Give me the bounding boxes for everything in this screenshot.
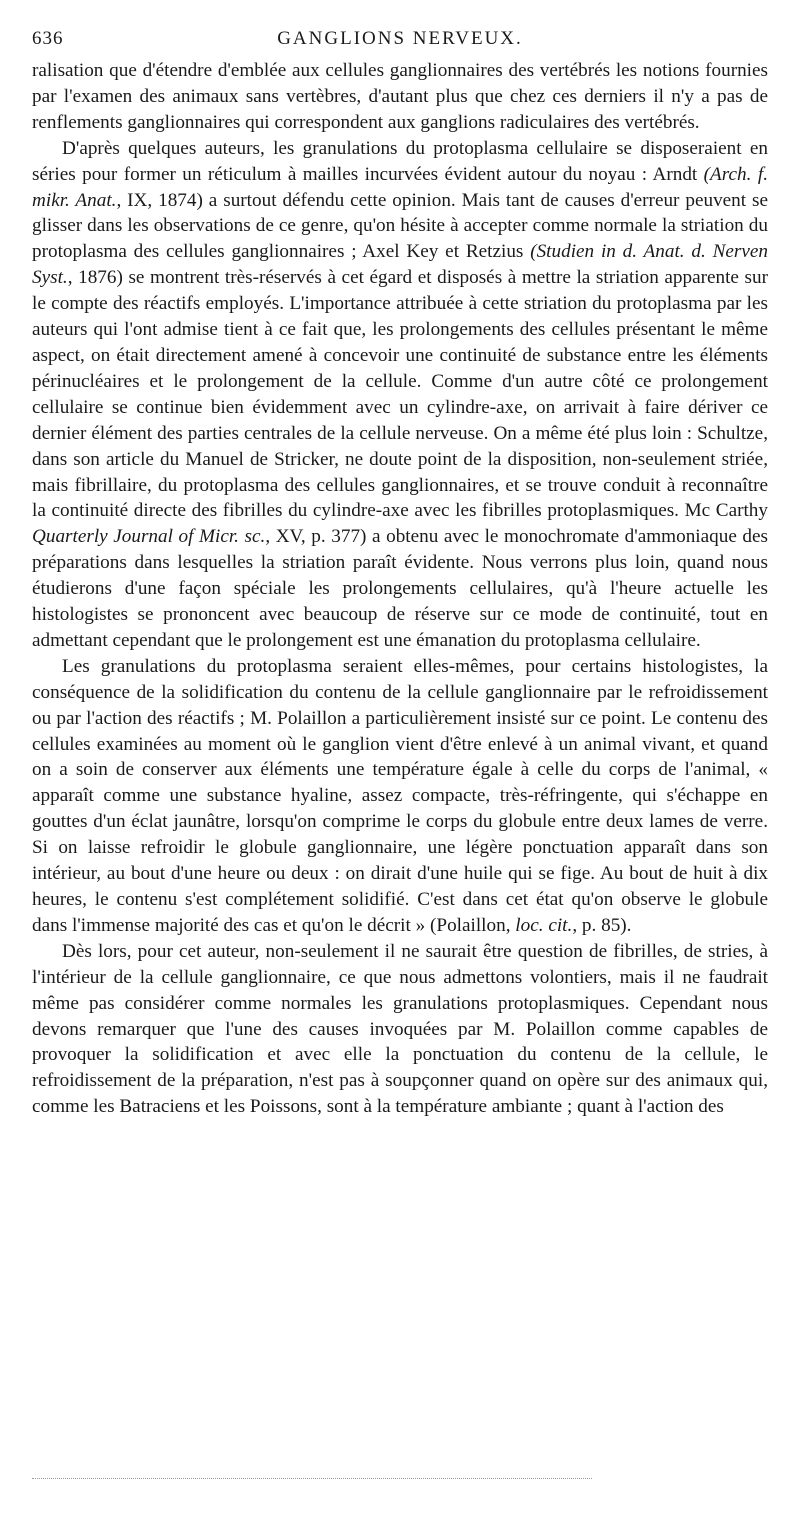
text-run: , p. 85). [572, 914, 632, 936]
text-run: Les granulations du protoplasma seraient elles-mêmes, pour certains histologistes, la conséquence de la solidification du contenu de la cellule ganglionnaire par le refroidissement ou par l'action des réactifs ; M. Polaillon a particulièrement insisté sur ce point. Le contenu des cellules examinées au moment où le ganglion vient d'être enlevé à un animal vivant, et quand on a soin de conserver aux éléments une température égale à celle du corps de l'animal, « apparaît comme une substance hyaline, assez compacte, très-réfringente, qui s'échappe en gouttes d'un éclat jaunâtre, lorsqu'on comprime le corps du globule entre deux lames de verre. Si on laisse refroidir le globule ganglionnaire, une légère ponctuation apparaît dans son intérieur, au bout d'une heure ou deux : on dirait d'une huile qui se fige. Au bout de huit à dix heures, le contenu s'est complétement solidifié. C'est dans cet état qu'on observe le globule dans l'immense majorité des cas et qu'on le décrit » (Polaillon, [32, 655, 768, 936]
text-run: D'après quelques auteurs, les granulations du protoplasma cellulaire se disposeraient en séries pour former un réticulum à mailles incurvées évident autour du noyau : Arndt [32, 137, 768, 185]
text-run: , IX, 1874) a surtout défendu cette opinion. Mais tant de causes d'erreur peuvent se glisser dans les observations de ce genre, qu'on hésite à accepter comme normale la striation du protoplasma des cellules ganglionnaires ; Axel Key et Retzius [32, 189, 769, 263]
footer-rule [32, 1478, 592, 1479]
text-run: ralisation que d'étendre d'emblée aux cellules ganglionnaires des vertébrés les notions fournies par l'examen des animaux sans vertèbres, d'autant plus que chez ces derniers il n'y a pas de renflements ganglionnaires qui correspondent aux ganglions radiculaires des vertébrés. [32, 60, 768, 133]
italic-citation: (Studien in d. Anat. d. Nerven Syst. [32, 241, 768, 289]
body-text [32, 58, 768, 1120]
paragraph [32, 654, 768, 939]
text-run: , XV, p. 377) a obtenu avec le monochromate d'ammoniaque des préparations dans lesquelles la striation paraît évidente. Nous verrons plus loin, quand nous étudierons d'une façon spéciale les prolongements cellulaires, qu'à l'heure actuelle les histologistes se prononcent avec beaucoup de réserve sur ce mode de continuité, tout en admettant cependant que le prolongement est une émanation du protoplasma cellulaire. [32, 526, 768, 651]
italic-citation: (Arch. f. mikr. Anat. [32, 163, 768, 211]
page-number: 636 [32, 28, 64, 49]
paragraph [32, 58, 768, 136]
running-head [32, 28, 768, 58]
italic-citation: Quarterly Journal of Micr. sc. [32, 526, 266, 548]
running-title: GANGLIONS NERVEUX. [277, 28, 523, 49]
page [32, 28, 768, 1120]
text-run: , 1876) se montrent très-réservés à cet égard et disposés à mettre la striation apparente sur le compte des réactifs employés. L'importance attribuée à cette striation du protoplasma par les auteurs qui l'ont admise tient à ce fait que, les prolongements des cellules présentant le même aspect, on était directement amené à concevoir une continuité de substance entre les éléments périnucléaires et le prolongement de la cellule. Comme d'un autre côté ce prolongement cellulaire se continue bien évidemment avec un cylindre-axe, on arrivait à faire dériver ce dernier élément des parties centrales de la cellule nerveuse. On a même été plus loin : Schultze, dans son article du Manuel de Stricker, ne doute point de la disposition, non-seulement striée, mais fibrillaire, du protoplasma des cellules ganglionnaires, et se trouve conduit à reconnaître la continuité directe des fibrilles du cylindre-axe avec les fibrilles protoplasmiques. Mc Carthy [32, 267, 768, 522]
italic-citation: loc. cit. [515, 914, 573, 936]
text-run: Dès lors, pour cet auteur, non-seulement il ne saurait être question de fibrilles, de stries, à l'intérieur de la cellule ganglionnaire, ce que nous admettons volontiers, mais il ne faudrait même pas considérer comme normales les granulations protoplasmiques. Cependant nous devons remarquer que l'une des causes invoquées par M. Polaillon comme capables de provoquer la solidification et avec elle la ponctuation du contenu de la cellule, le refroidissement de la préparation, n'est pas à soupçonner quand on opère sur des animaux qui, comme les Batraciens et les Poissons, sont à la température ambiante ; quant à l'action des [32, 940, 768, 1118]
paragraph [32, 939, 768, 1120]
paragraph [32, 136, 768, 654]
